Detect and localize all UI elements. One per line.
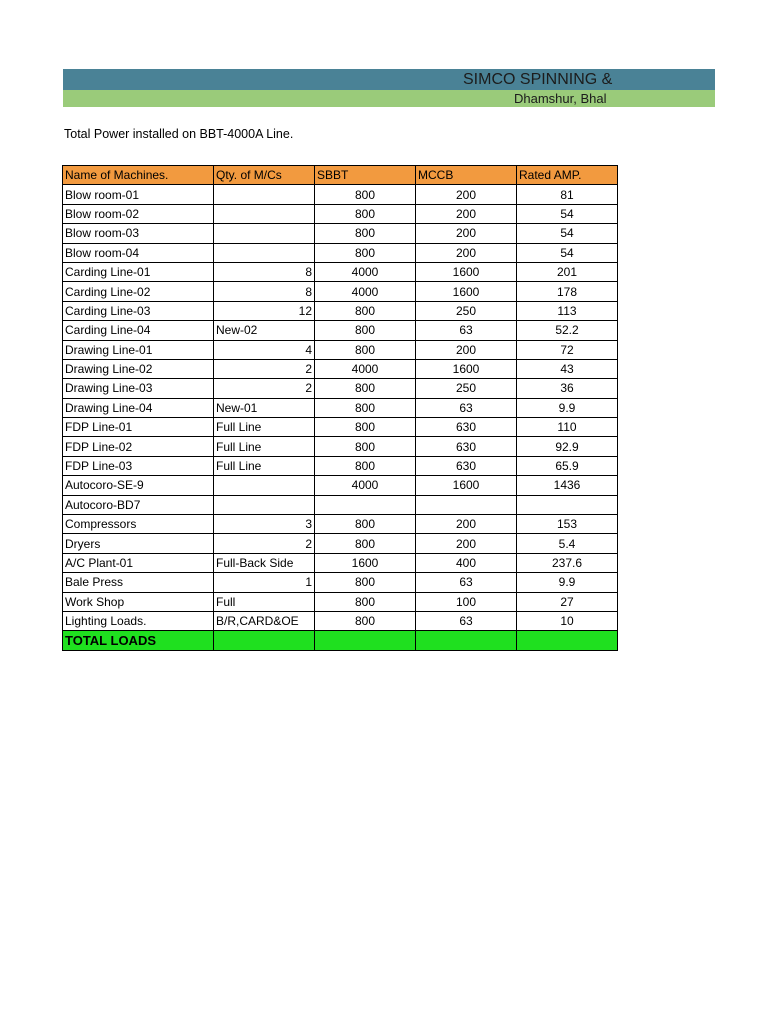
cell-mccb[interactable]: 250 [416,379,517,398]
cell-qty[interactable] [214,476,315,495]
cell-mccb[interactable]: 100 [416,592,517,611]
cell-mccb[interactable]: 400 [416,553,517,572]
cell-rated-amp[interactable]: 9.9 [517,398,618,417]
cell-mccb[interactable] [416,495,517,514]
cell-mccb[interactable]: 1600 [416,476,517,495]
cell-sbbt[interactable]: 800 [315,611,416,630]
cell-machine-name[interactable]: Drawing Line-01 [63,340,214,359]
cell-sbbt[interactable]: 4000 [315,476,416,495]
cell-qty[interactable] [214,204,315,223]
table-row [63,243,618,262]
cell-mccb[interactable]: 630 [416,456,517,475]
cell-mccb[interactable]: 200 [416,340,517,359]
cell-sbbt[interactable]: 800 [315,301,416,320]
column-header-rated-amp[interactable]: Rated AMP. [517,166,618,185]
cell-machine-name[interactable]: Blow room-04 [63,243,214,262]
cell-rated-amp[interactable]: 5.4 [517,534,618,553]
table-row [63,437,618,456]
cell-qty[interactable]: Full Line [214,418,315,437]
cell-machine-name[interactable]: Carding Line-04 [63,321,214,340]
cell-rated-amp[interactable]: 72 [517,340,618,359]
cell-sbbt[interactable]: 800 [315,379,416,398]
total-loads-label[interactable]: TOTAL LOADS [63,631,214,650]
cell-sbbt[interactable]: 800 [315,340,416,359]
cell-qty[interactable]: Full Line [214,456,315,475]
cell-sbbt[interactable]: 4000 [315,282,416,301]
cell-machine-name[interactable]: Drawing Line-03 [63,379,214,398]
table-row [63,340,618,359]
cell-qty[interactable]: New-02 [214,321,315,340]
column-header-qty[interactable]: Qty. of M/Cs [214,166,315,185]
cell-machine-name[interactable]: Compressors [63,515,214,534]
cell-qty[interactable]: Full Line [214,437,315,456]
cell-machine-name[interactable]: FDP Line-02 [63,437,214,456]
cell-mccb[interactable]: 1600 [416,359,517,378]
cell-qty[interactable] [214,495,315,514]
cell-total-rated-amp[interactable] [517,631,618,650]
table-row [63,204,618,223]
cell-qty[interactable] [214,185,315,204]
cell-qty[interactable]: 2 [214,379,315,398]
cell-sbbt[interactable]: 4000 [315,262,416,281]
cell-rated-amp[interactable]: 36 [517,379,618,398]
cell-qty[interactable]: 2 [214,359,315,378]
table-row [63,418,618,437]
cell-sbbt[interactable]: 800 [315,243,416,262]
cell-rated-amp[interactable]: 54 [517,243,618,262]
cell-mccb[interactable]: 200 [416,224,517,243]
cell-machine-name[interactable]: Drawing Line-02 [63,359,214,378]
cell-machine-name[interactable]: Lighting Loads. [63,611,214,630]
cell-mccb[interactable]: 200 [416,185,517,204]
cell-qty[interactable]: Full-Back Side [214,553,315,572]
table-row [63,456,618,475]
cell-machine-name[interactable]: Carding Line-02 [63,282,214,301]
table-row [63,379,618,398]
cell-qty[interactable]: 1 [214,573,315,592]
cell-qty[interactable]: Full [214,592,315,611]
cell-total-qty[interactable] [214,631,315,650]
cell-machine-name[interactable]: Carding Line-03 [63,301,214,320]
table-row [63,224,618,243]
company-location: Dhamshur, Bhal [514,91,607,106]
cell-sbbt[interactable]: 800 [315,185,416,204]
cell-mccb[interactable]: 63 [416,398,517,417]
cell-qty[interactable]: 4 [214,340,315,359]
cell-rated-amp[interactable]: 43 [517,359,618,378]
cell-rated-amp[interactable]: 153 [517,515,618,534]
cell-rated-amp[interactable]: 178 [517,282,618,301]
cell-mccb[interactable]: 250 [416,301,517,320]
cell-mccb[interactable]: 200 [416,534,517,553]
cell-rated-amp[interactable]: 237.6 [517,553,618,572]
cell-qty[interactable]: 12 [214,301,315,320]
cell-sbbt[interactable] [315,495,416,514]
table-row [63,185,618,204]
table-row [63,553,618,572]
table-row [63,573,618,592]
cell-mccb[interactable]: 630 [416,437,517,456]
cell-machine-name[interactable]: Dryers [63,534,214,553]
cell-sbbt[interactable]: 800 [315,456,416,475]
cell-mccb[interactable]: 200 [416,243,517,262]
table-row [63,359,618,378]
table-row [63,301,618,320]
cell-qty[interactable]: New-01 [214,398,315,417]
cell-sbbt[interactable]: 800 [315,437,416,456]
table-row [63,515,618,534]
cell-sbbt[interactable]: 800 [315,321,416,340]
cell-rated-amp[interactable]: 9.9 [517,573,618,592]
company-title: SIMCO SPINNING & [463,71,613,88]
cell-mccb[interactable]: 200 [416,204,517,223]
cell-rated-amp[interactable]: 54 [517,204,618,223]
cell-qty[interactable]: 2 [214,534,315,553]
column-header-sbbt[interactable]: SBBT [315,166,416,185]
header-row [63,166,618,185]
cell-mccb[interactable]: 63 [416,321,517,340]
sheet-note: Total Power installed on BBT-4000A Line. [64,127,294,141]
table-row [63,592,618,611]
cell-machine-name[interactable]: FDP Line-01 [63,418,214,437]
cell-qty[interactable]: B/R,CARD&OE [214,611,315,630]
cell-total-sbbt[interactable] [315,631,416,650]
power-load-table [62,165,618,651]
cell-qty[interactable]: 8 [214,282,315,301]
cell-sbbt[interactable]: 800 [315,592,416,611]
cell-machine-name[interactable]: Autocoro-BD7 [63,495,214,514]
table-row [63,476,618,495]
table-row [63,282,618,301]
cell-rated-amp[interactable] [517,495,618,514]
cell-rated-amp[interactable]: 110 [517,418,618,437]
cell-mccb[interactable]: 1600 [416,262,517,281]
cell-machine-name[interactable]: Bale Press [63,573,214,592]
cell-sbbt[interactable]: 800 [315,418,416,437]
cell-rated-amp[interactable]: 52.2 [517,321,618,340]
table-row [63,321,618,340]
cell-sbbt[interactable]: 4000 [315,359,416,378]
cell-machine-name[interactable]: Autocoro-SE-9 [63,476,214,495]
cell-sbbt[interactable]: 800 [315,534,416,553]
cell-rated-amp[interactable]: 1436 [517,476,618,495]
cell-rated-amp[interactable]: 201 [517,262,618,281]
cell-mccb[interactable]: 630 [416,418,517,437]
cell-rated-amp[interactable]: 65.9 [517,456,618,475]
cell-sbbt[interactable]: 800 [315,398,416,417]
cell-sbbt[interactable]: 1600 [315,553,416,572]
cell-machine-name[interactable]: Carding Line-01 [63,262,214,281]
cell-rated-amp[interactable]: 92.9 [517,437,618,456]
cell-rated-amp[interactable]: 113 [517,301,618,320]
column-header-name[interactable]: Name of Machines. [63,166,214,185]
cell-machine-name[interactable]: Blow room-01 [63,185,214,204]
cell-rated-amp[interactable]: 54 [517,224,618,243]
cell-machine-name[interactable]: Blow room-03 [63,224,214,243]
cell-sbbt[interactable]: 800 [315,204,416,223]
cell-qty[interactable]: 3 [214,515,315,534]
cell-mccb[interactable]: 63 [416,573,517,592]
table-row [63,534,618,553]
cell-machine-name[interactable]: Drawing Line-04 [63,398,214,417]
subtitle-band [63,90,715,107]
table-row [63,611,618,630]
cell-sbbt[interactable]: 800 [315,515,416,534]
cell-rated-amp[interactable]: 10 [517,611,618,630]
cell-mccb[interactable]: 1600 [416,282,517,301]
cell-mccb[interactable]: 63 [416,611,517,630]
total-row [63,631,618,650]
cell-mccb[interactable]: 200 [416,515,517,534]
cell-qty[interactable] [214,243,315,262]
cell-qty[interactable]: 8 [214,262,315,281]
column-header-mccb[interactable]: MCCB [416,166,517,185]
cell-qty[interactable] [214,224,315,243]
cell-total-mccb[interactable] [416,631,517,650]
cell-machine-name[interactable]: A/C Plant-01 [63,553,214,572]
cell-sbbt[interactable]: 800 [315,573,416,592]
table-row [63,495,618,514]
table-row [63,398,618,417]
cell-rated-amp[interactable]: 27 [517,592,618,611]
cell-machine-name[interactable]: FDP Line-03 [63,456,214,475]
cell-machine-name[interactable]: Blow room-02 [63,204,214,223]
cell-sbbt[interactable]: 800 [315,224,416,243]
cell-machine-name[interactable]: Work Shop [63,592,214,611]
cell-rated-amp[interactable]: 81 [517,185,618,204]
title-band [63,69,715,90]
table-row [63,262,618,281]
